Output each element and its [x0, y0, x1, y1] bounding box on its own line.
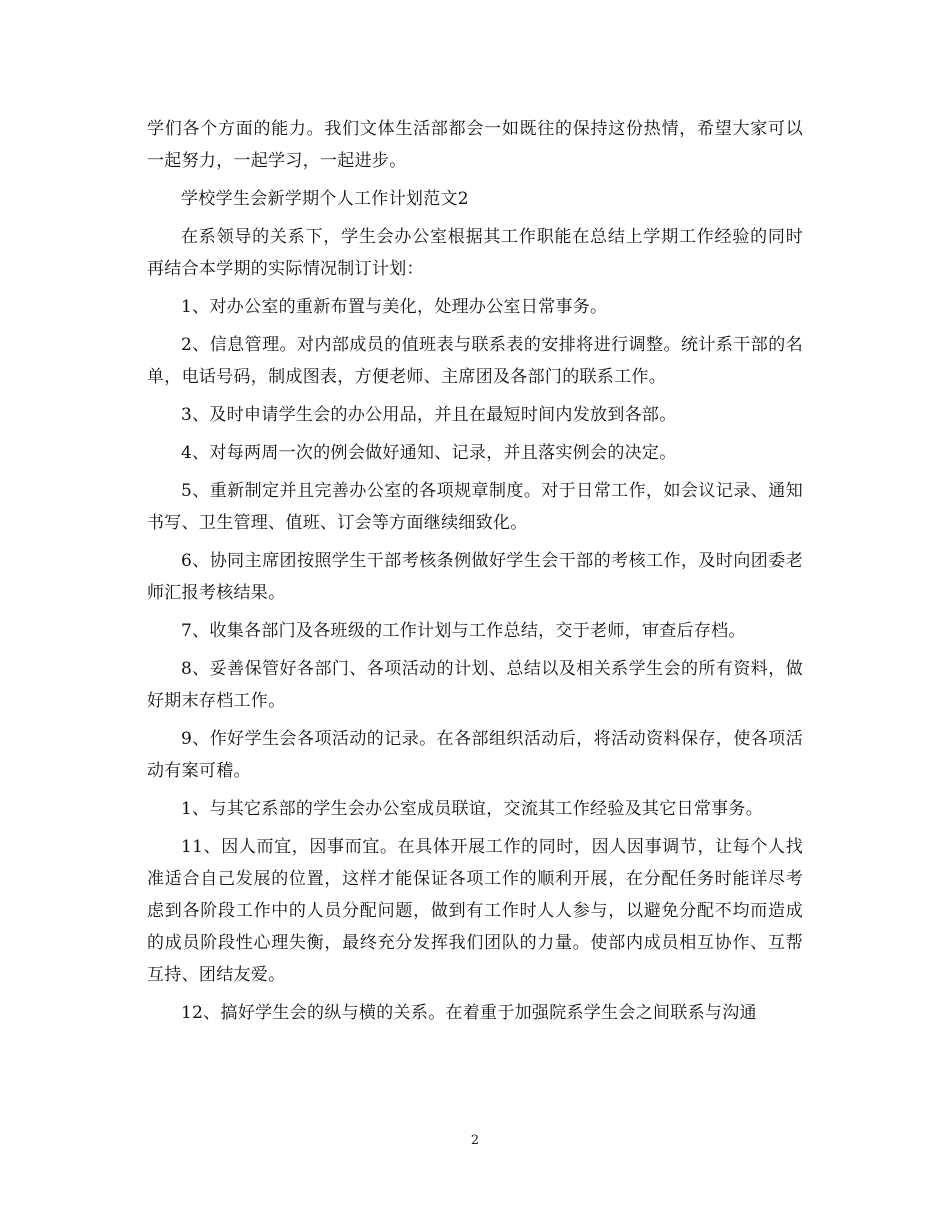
paragraph: 在系领导的关系下，学生会办公室根据其工作职能在总结上学期工作经验的同时再结合本学期的实际情况制订计划：: [147, 227, 803, 279]
list-item: 6、协同主席团按照学生干部考核条例做好学生会干部的考核工作，及时向团委老师汇报考核结果。: [147, 551, 803, 603]
list-item: 1、对办公室的重新布置与美化，处理办公室日常事务。: [181, 297, 608, 317]
list-item: 8、妥善保管好各部门、各项活动的计划、总结以及相关系学生会的所有资料，做好期末存档工作。: [147, 659, 803, 711]
list-item: 3、及时申请学生会的办公用品，并且在最短时间内发放到各部。: [181, 405, 677, 425]
list-item: 7、收集各部门及各班级的工作计划与工作总结，交于老师，审查后存档。: [181, 621, 746, 641]
list-item: 9、作好学生会各项活动的记录。在各部组织活动后，将活动资料保存，使各项活动有案可稽。: [147, 729, 803, 781]
paragraph: 学们各个方面的能力。我们文体生活部都会一如既往的保持这份热情，希望大家可以一起努力，一起学习，一起进步。: [147, 119, 803, 171]
list-item: 4、对每两周一次的例会做好通知、记录，并且落实例会的决定。: [181, 443, 677, 463]
list-item: 1、与其它系部的学生会办公室成员联谊，交流其工作经验及其它日常事务。: [181, 799, 764, 819]
list-item: 5、重新制定并且完善办公室的各项规章制度。对于日常工作，如会议记录、通知书写、卫生管理、值班、订会等方面继续细致化。: [147, 481, 803, 533]
page-number: 2: [470, 1133, 480, 1148]
document-body: [147, 113, 803, 1035]
list-item: 2、信息管理。对内部成员的值班表与联系表的安排将进行调整。统计系干部的名单，电话号码，制成图表，方便老师、主席团及各部门的联系工作。: [147, 335, 803, 387]
list-item: 11、因人而宜，因事而宜。在具体开展工作的同时，因人因事调节，让每个人找准适合自己发展的位置，这样才能保证各项工作的顺利开展，在分配任务时能详尽考虑到各阶段工作中的人员分配问题，做到有工作时人人参与，以避免分配不均而造成的成员阶段性心理失衡，最终充分发挥我们团队的力量。使部内成员相互协作、互帮互持、团结友爱。: [147, 837, 803, 985]
section-heading: 学校学生会新学期个人工作计划范文2: [181, 189, 469, 209]
list-item: 12、搞好学生会的纵与横的关系。在着重于加强院系学生会之间联系与沟通: [181, 1003, 757, 1023]
